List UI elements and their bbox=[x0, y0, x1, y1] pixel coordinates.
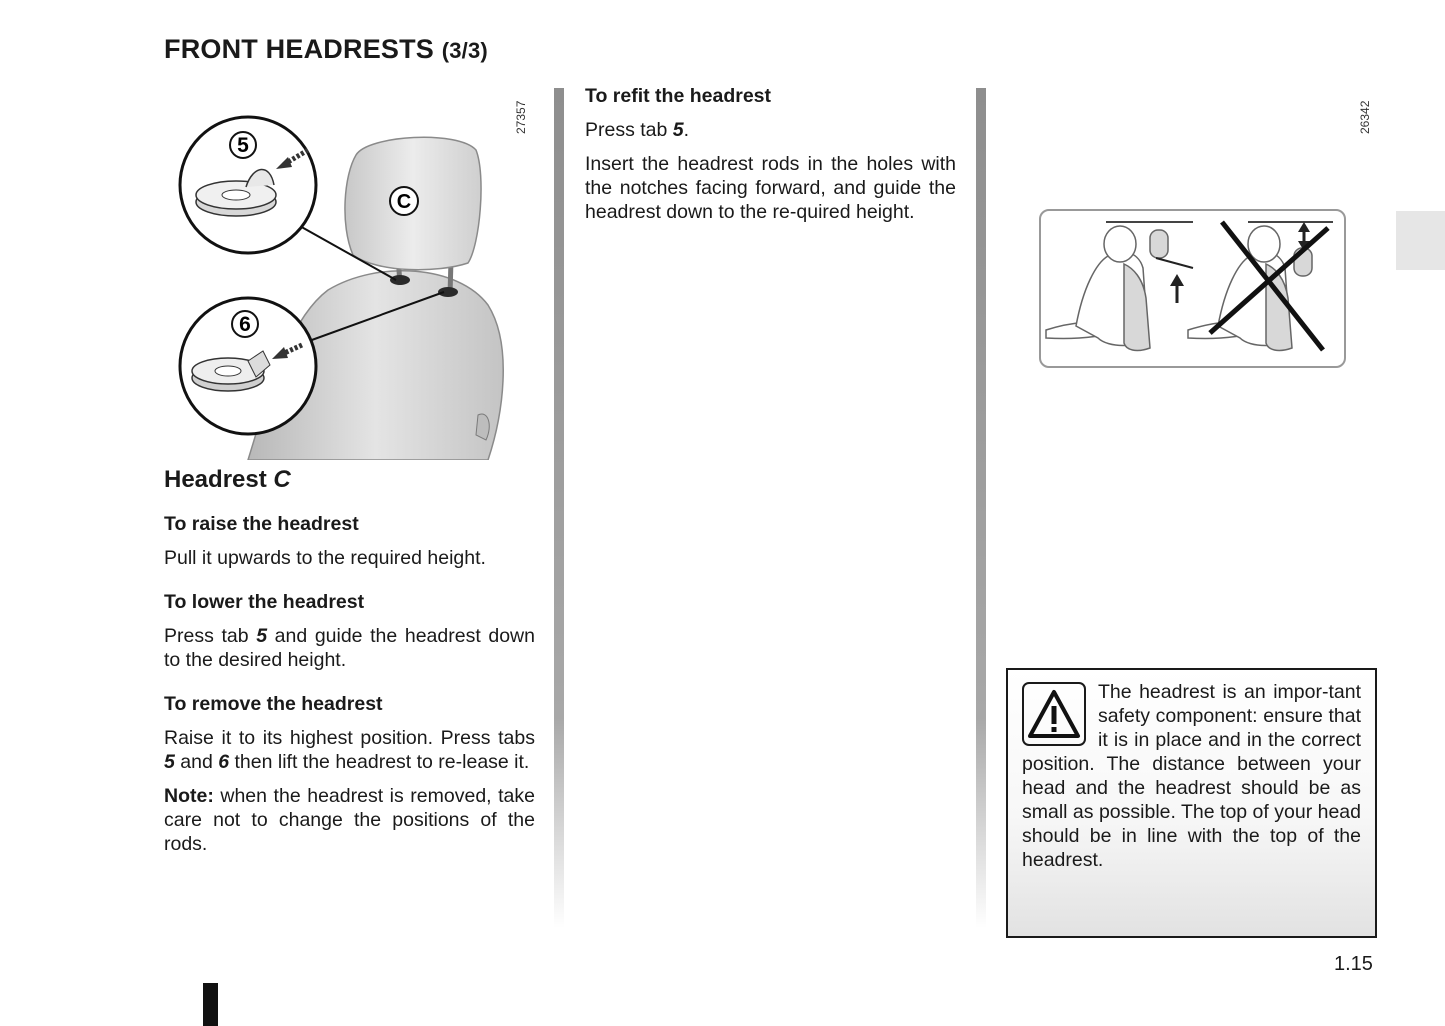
callout-c bbox=[390, 187, 418, 215]
raise-text: Pull it upwards to the required height. bbox=[164, 547, 486, 569]
section-thumb-tab bbox=[1396, 211, 1445, 270]
middle-column bbox=[585, 84, 956, 224]
binding-bar bbox=[203, 983, 218, 1026]
lower-text: Press tab 5 and guide the headrest down to the desired height. bbox=[164, 625, 535, 671]
column-rule-left bbox=[554, 88, 564, 928]
column-rule-right bbox=[976, 88, 986, 928]
left-column bbox=[164, 466, 535, 856]
raise-heading: To raise the headrest bbox=[164, 513, 359, 535]
page-title-text: FRONT HEADRESTS bbox=[164, 34, 435, 64]
warning-triangle-icon bbox=[1022, 682, 1086, 746]
detail-circle-6 bbox=[180, 298, 316, 434]
page-title bbox=[164, 34, 488, 65]
headrest-figure bbox=[168, 95, 538, 460]
warning-text: The headrest is an impor-tant safety component: ensure that it is in place and in the correct position. The distance between your head and the headrest should be as small as possible. The top of your head should be in line with the top of the headrest. bbox=[1022, 681, 1361, 871]
callout-c-label: C bbox=[396, 191, 412, 213]
figure-number-right: 26342 bbox=[1358, 100, 1372, 134]
headrest-letter: C bbox=[273, 466, 291, 493]
warning-text-block bbox=[1022, 680, 1361, 872]
head-position-figure bbox=[1038, 208, 1348, 370]
refit-press-text: Press tab 5. bbox=[585, 119, 690, 141]
callout-5-label: 5 bbox=[237, 134, 249, 157]
section-heading: Headrest C bbox=[164, 466, 291, 493]
callout-6-label: 6 bbox=[239, 313, 251, 336]
refit-heading: To refit the headrest bbox=[585, 85, 772, 107]
detail-circle-5 bbox=[180, 117, 316, 253]
figure-number-left: 27357 bbox=[514, 100, 528, 134]
lower-heading: To lower the headrest bbox=[164, 591, 365, 613]
remove-text: Raise it to its highest position. Press tabs 5 and 6 then lift the headrest to re-lease it. bbox=[164, 727, 535, 773]
refit-insert-text: Insert the headrest rods in the holes with the notches facing forward, and guide the headrest down to the re-quired height. bbox=[585, 153, 956, 223]
page-number: 1.15 bbox=[1334, 953, 1373, 975]
note-text: Note: when the headrest is removed, take care not to change the positions of the rods. bbox=[164, 785, 535, 855]
remove-heading: To remove the headrest bbox=[164, 693, 383, 715]
page-title-part: (3/3) bbox=[441, 38, 488, 63]
